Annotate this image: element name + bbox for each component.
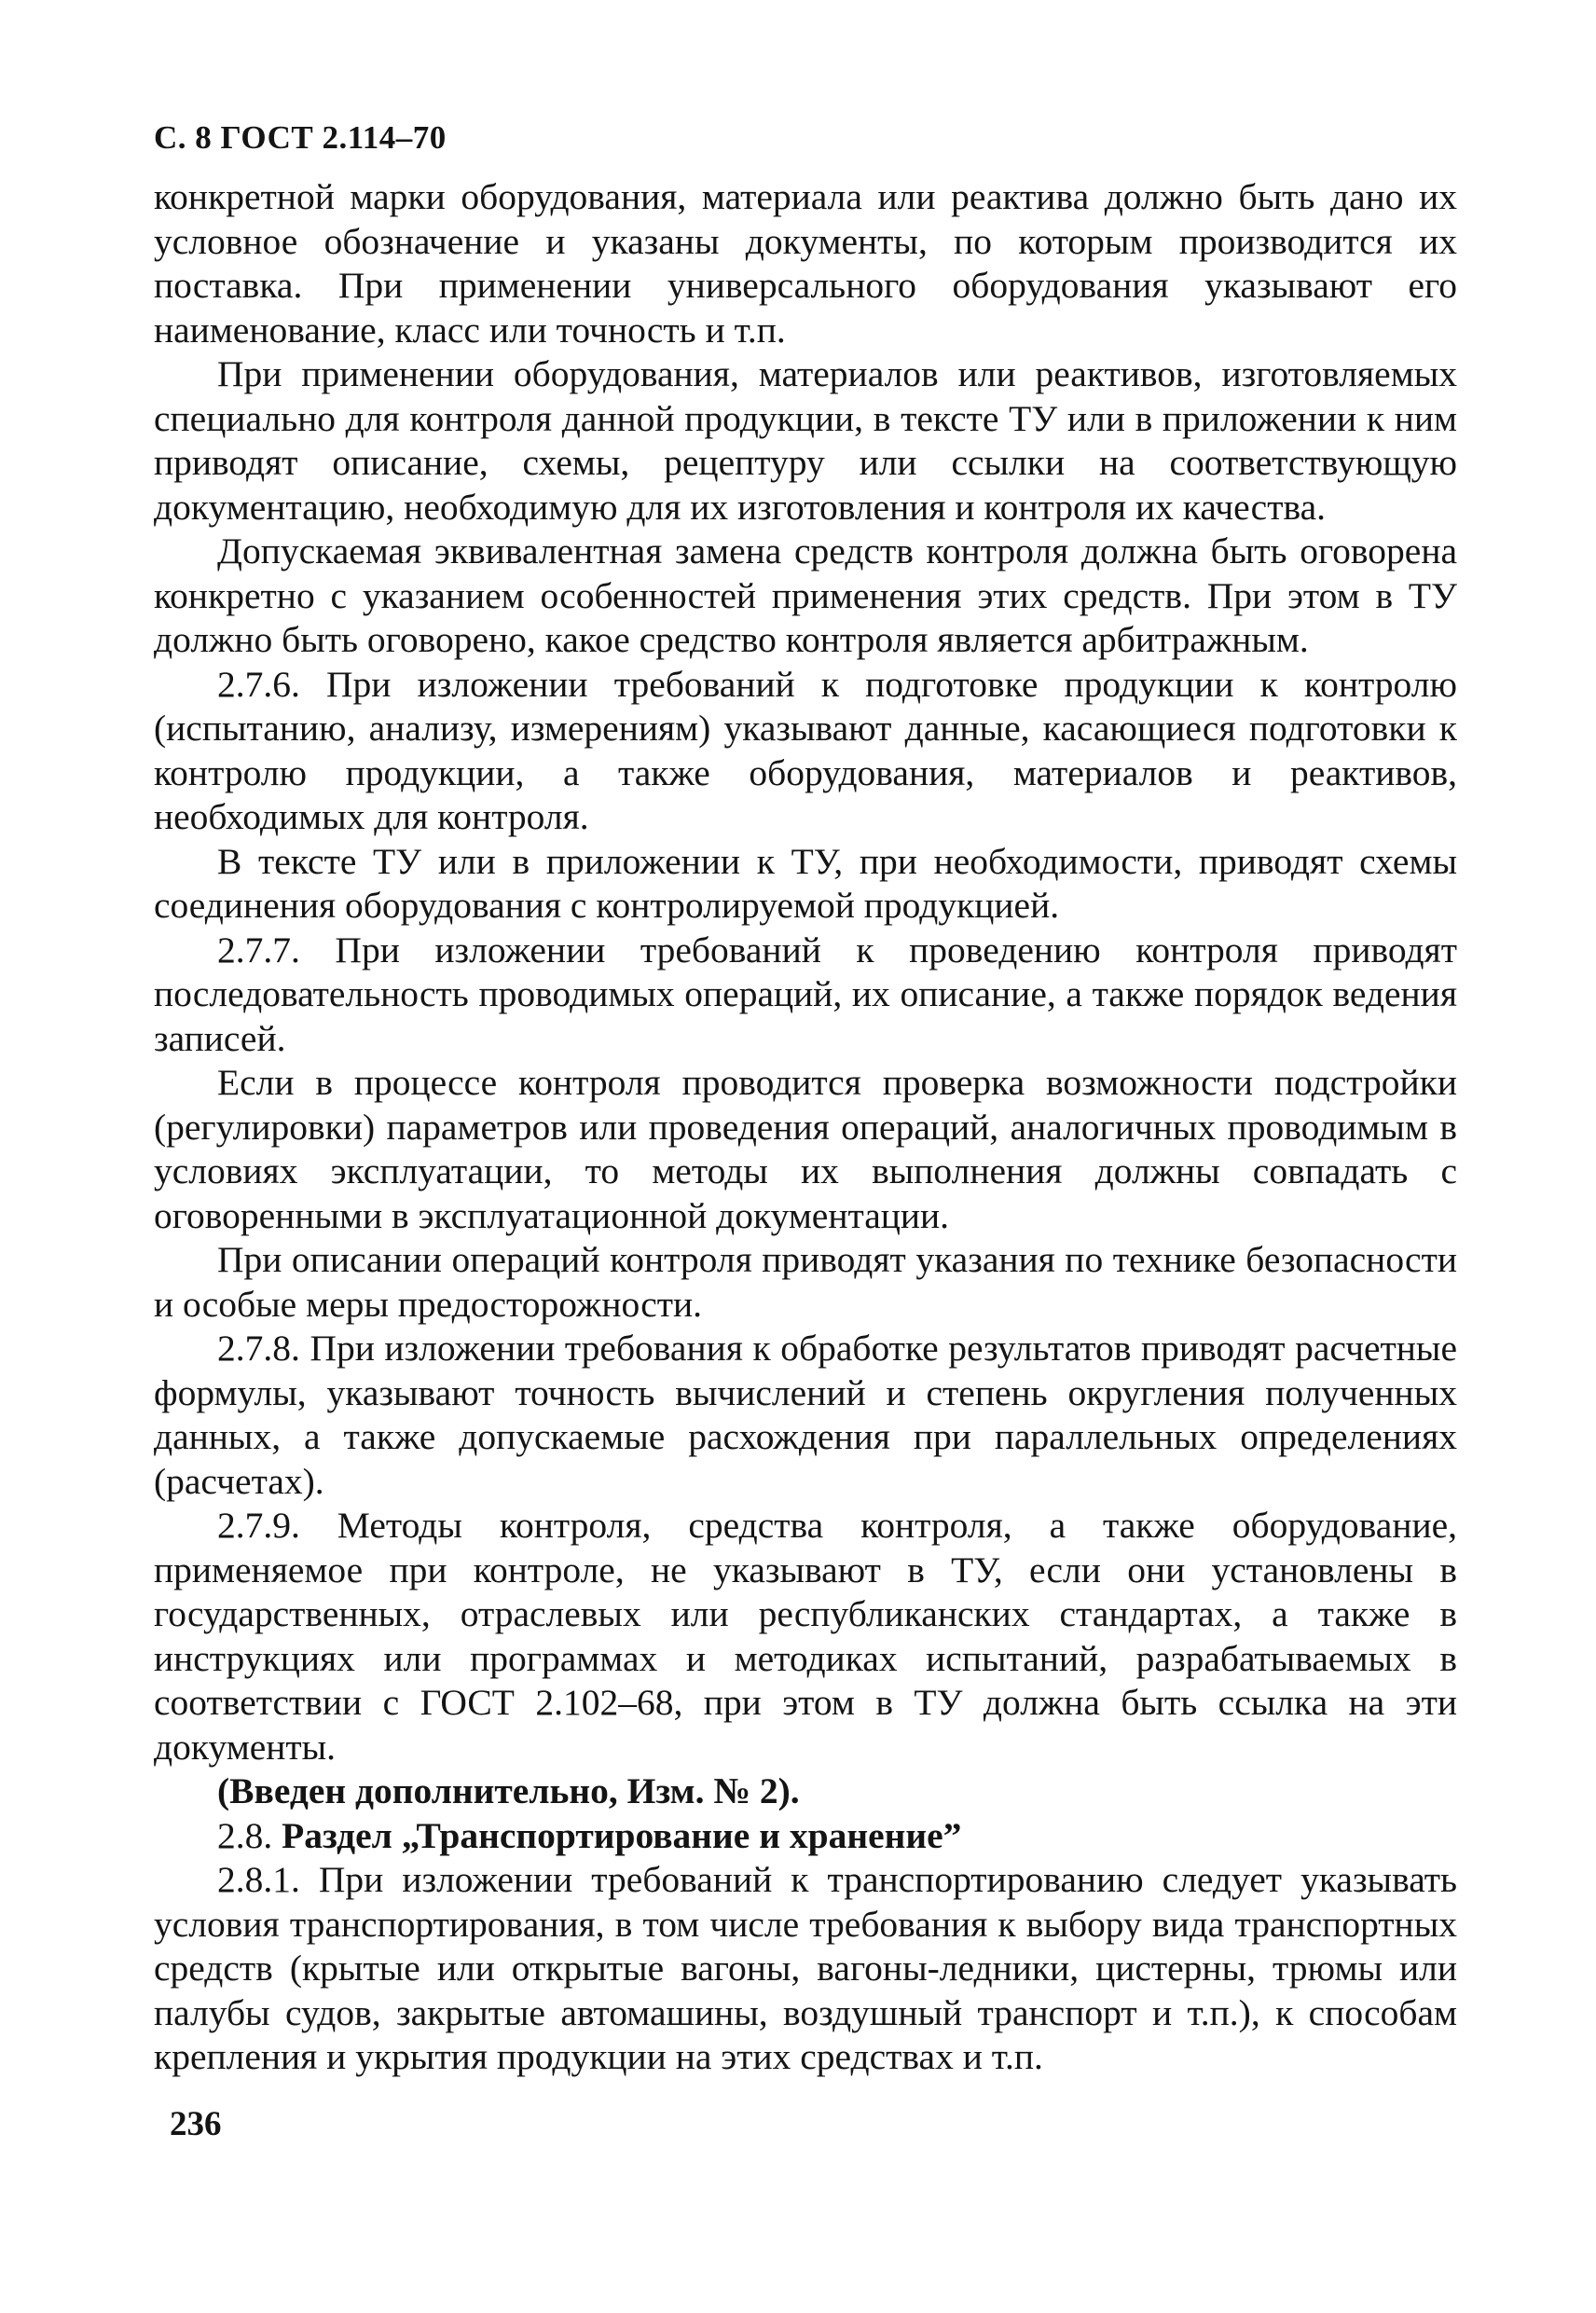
paragraph: При применении оборудования, материалов или реактивов, изготовляемых специально для контроля данной продукции, в тексте ТУ или в приложении к ним приводят описание, схемы, рецептуру или ссылки на соответствующую документацию, необходимую для их изготовления и контроля их качества. — [154, 353, 1457, 528]
paragraph: Если в процессе контроля проводится проверка возможности подстройки (регулировки) параметров или проведения операций, аналогичных проводимым в условиях эксплуатации, то методы их выполнения должны совпадать с оговоренными в эксплуатационной документации. — [154, 1062, 1457, 1236]
paragraph: Допускаемая эквивалентная замена средств контроля должна быть оговорена конкретно с указанием особенностей применения этих средств. При этом в ТУ должно быть оговорено, какое средство контроля является арбитражным. — [154, 530, 1457, 660]
paragraph: В тексте ТУ или в приложении к ТУ, при необходимости, приводят схемы соединения оборудования с контролируемой продукцией. — [154, 840, 1457, 926]
amendment-note: (Введен дополнительно, Изм. № 2). — [217, 1770, 800, 1811]
paragraph-2-8-1: 2.8.1. При изложении требований к транспортированию следует указывать условия транспортирования, в том числе требования к выбору вида транспортных средств (крытые или открытые вагоны, вагоны-ледники, цистерны, трюмы или палубы судов, закрытые автомашины, воздушный транспорт и т.п.), к способам крепления и укрытия продукции на этих средствах и т.п. — [154, 1859, 1457, 2077]
paragraph-2-7-9: 2.7.9. Методы контроля, средства контроля, а также оборудование, применяемое при контроле, не указывают в ТУ, если они установлены в государственных, отраслевых или республиканских стандартах, а также в инструкциях или программах и методиках испытаний, разрабатываемых в соответствии с ГОСТ 2.102–68, при этом в ТУ должна быть ссылка на эти документы. — [154, 1505, 1457, 1768]
paragraph-2-7-6: 2.7.6. При изложении требований к подготовке продукции к контролю (испытанию, анализу, измерениям) указывают данные, касающиеся подготовки к контролю продукции, а также оборудования, материалов и реактивов, необходимых для контроля. — [154, 663, 1457, 837]
section-number: 2.8. — [217, 1814, 273, 1856]
page-header: С. 8 ГОСТ 2.114–70 — [154, 119, 447, 156]
section-title: Раздел „Транспортирование и хранение” — [282, 1814, 962, 1856]
paragraph-continuation: конкретной марки оборудования, материала или реактива должно быть дано их условное обозначение и указаны документы, по которым производится их поставка. При применении универсального оборудования указывают его наименование, класс или точность и т.п. — [154, 176, 1457, 351]
paragraph: При описании операций контроля приводят указания по технике безопасности и особые меры предосторожности. — [154, 1239, 1457, 1325]
paragraph-2-7-7: 2.7.7. При изложении требований к проведению контроля приводят последовательность проводимых операций, их описание, а также порядок ведения записей. — [154, 929, 1457, 1059]
page-number: 236 — [170, 2105, 222, 2143]
section-heading — [154, 1814, 1457, 1859]
paragraph-2-7-8: 2.7.8. При изложении требования к обработке результатов приводят расчетные формулы, указывают точность вычислений и степень округления полученных данных, а также допускаемые расхождения при параллельных определениях (расчетах). — [154, 1328, 1457, 1502]
body-text — [154, 175, 1457, 2080]
